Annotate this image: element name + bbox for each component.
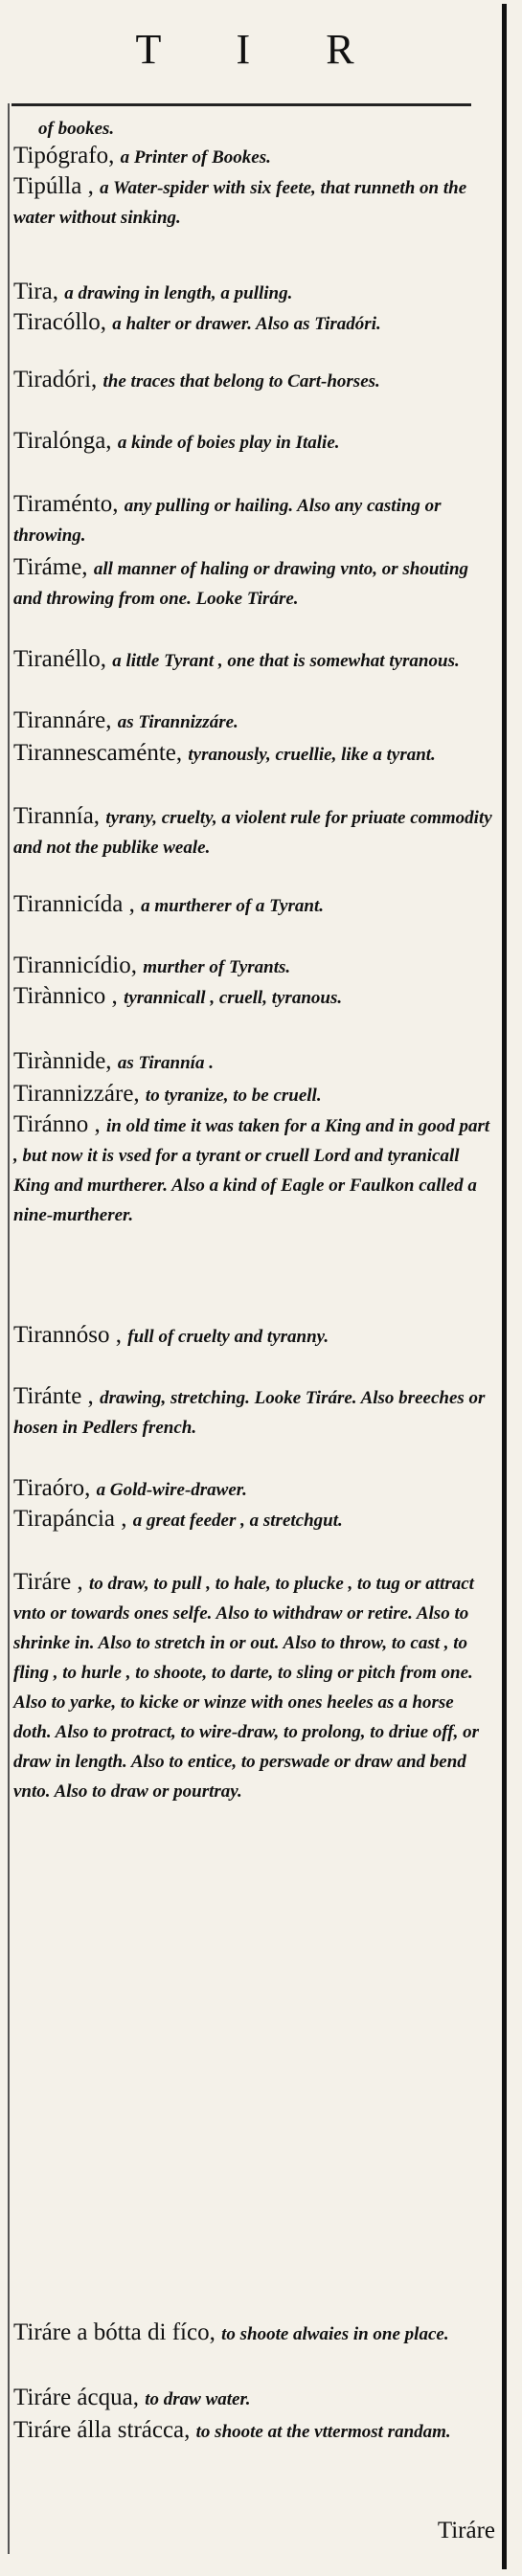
entry: of bookes. <box>38 119 115 139</box>
entry: Tiráre álla strácca, to shoote at the vttermost randam. <box>13 2417 451 2443</box>
entry: Tiráre ácqua, to draw water. <box>13 2385 251 2410</box>
entry: Tipógrafo, a Printer of Bookes. <box>13 143 271 168</box>
entry: Tirannicída , a murtherer of a Tyrant. <box>13 891 324 917</box>
entry: Tirannescaménte, tyranously, cruellie, like a tyrant. <box>13 740 436 766</box>
entry: Tiráme, all manner of haling or drawing vnto, or shouting and throwing from one. Looke Tiráre. <box>13 554 469 609</box>
entry: Tirannóso , full of cruelty and tyranny. <box>13 1322 329 1348</box>
catchword: Tiráre <box>437 2518 495 2543</box>
entry: Tiralónga, a kinde of boies play in Italie. <box>13 428 340 454</box>
entry: Tirapáncia , a great feeder , a stretchgut. <box>13 1506 343 1532</box>
entry: Tira, a drawing in length, a pulling. <box>13 279 293 304</box>
running-header: T I R <box>135 26 387 73</box>
entry: Tiráre a bótta di fíco, to shoote alwaies in one place. <box>13 2319 449 2345</box>
entry: Tirànnico , tyrannicall , cruell, tyranous. <box>13 983 343 1009</box>
entry: Tiraóro, a Gold-wire-drawer. <box>13 1475 247 1501</box>
entry: Tirannicídio, murther of Tyrants. <box>13 952 291 978</box>
entry: Tirànnide, as Tirannía . <box>13 1048 214 1074</box>
entry: Tirannáre, as Tirannizzáre. <box>13 707 238 733</box>
entry: Tiraménto, any pulling or hailing. Also any casting or throwing. <box>13 491 442 546</box>
entry: Tiránno , in old time it was taken for a King and in good part , but now it is vsed for a tyrant or cruell Lord and tyranicall King and murtherer. Also a kind of Eagle or Faulkon called a nine-murtherer. <box>13 1111 490 1225</box>
entry: Tiradóri, the traces that belong to Cart-horses. <box>13 367 380 392</box>
entry: Tiranéllo, a little Tyrant , one that is somewhat tyranous. <box>13 646 460 672</box>
entry: Tiránte , drawing, stretching. Looke Tiráre. Also breeches or hosen in Pedlers french. <box>13 1383 486 1438</box>
entry: Tiracóllo, a halter or drawer. Also as Tiradóri. <box>13 309 381 335</box>
entry: Tipúlla , a Water-spider with six feete, that runneth on the water without sinking. <box>13 173 467 228</box>
entry: Tirannizzáre, to tyranize, to be cruell. <box>13 1081 322 1107</box>
entry: Tirannía, tyrany, cruelty, a violent rule for priuate commodity and not the publike weale. <box>13 803 492 858</box>
entry: Tiráre , to draw, to pull , to hale, to plucke , to tug or attract vnto or towards ones selfe. Also to withdraw or retire. Also to shrinke in. Also to stretch in or out. Also to throw, to cast , to fling , to hurle , to shoote, to darte, to sling or pitch from one. Also to yarke, to kicke or winze with ones heeles as a horse doth. Also to protract, to wire-draw, to prolong, to driue off, or draw in length. Also to entice, to perswade or draw and bend vnto. Also to draw or pourtray. <box>13 1569 479 1802</box>
